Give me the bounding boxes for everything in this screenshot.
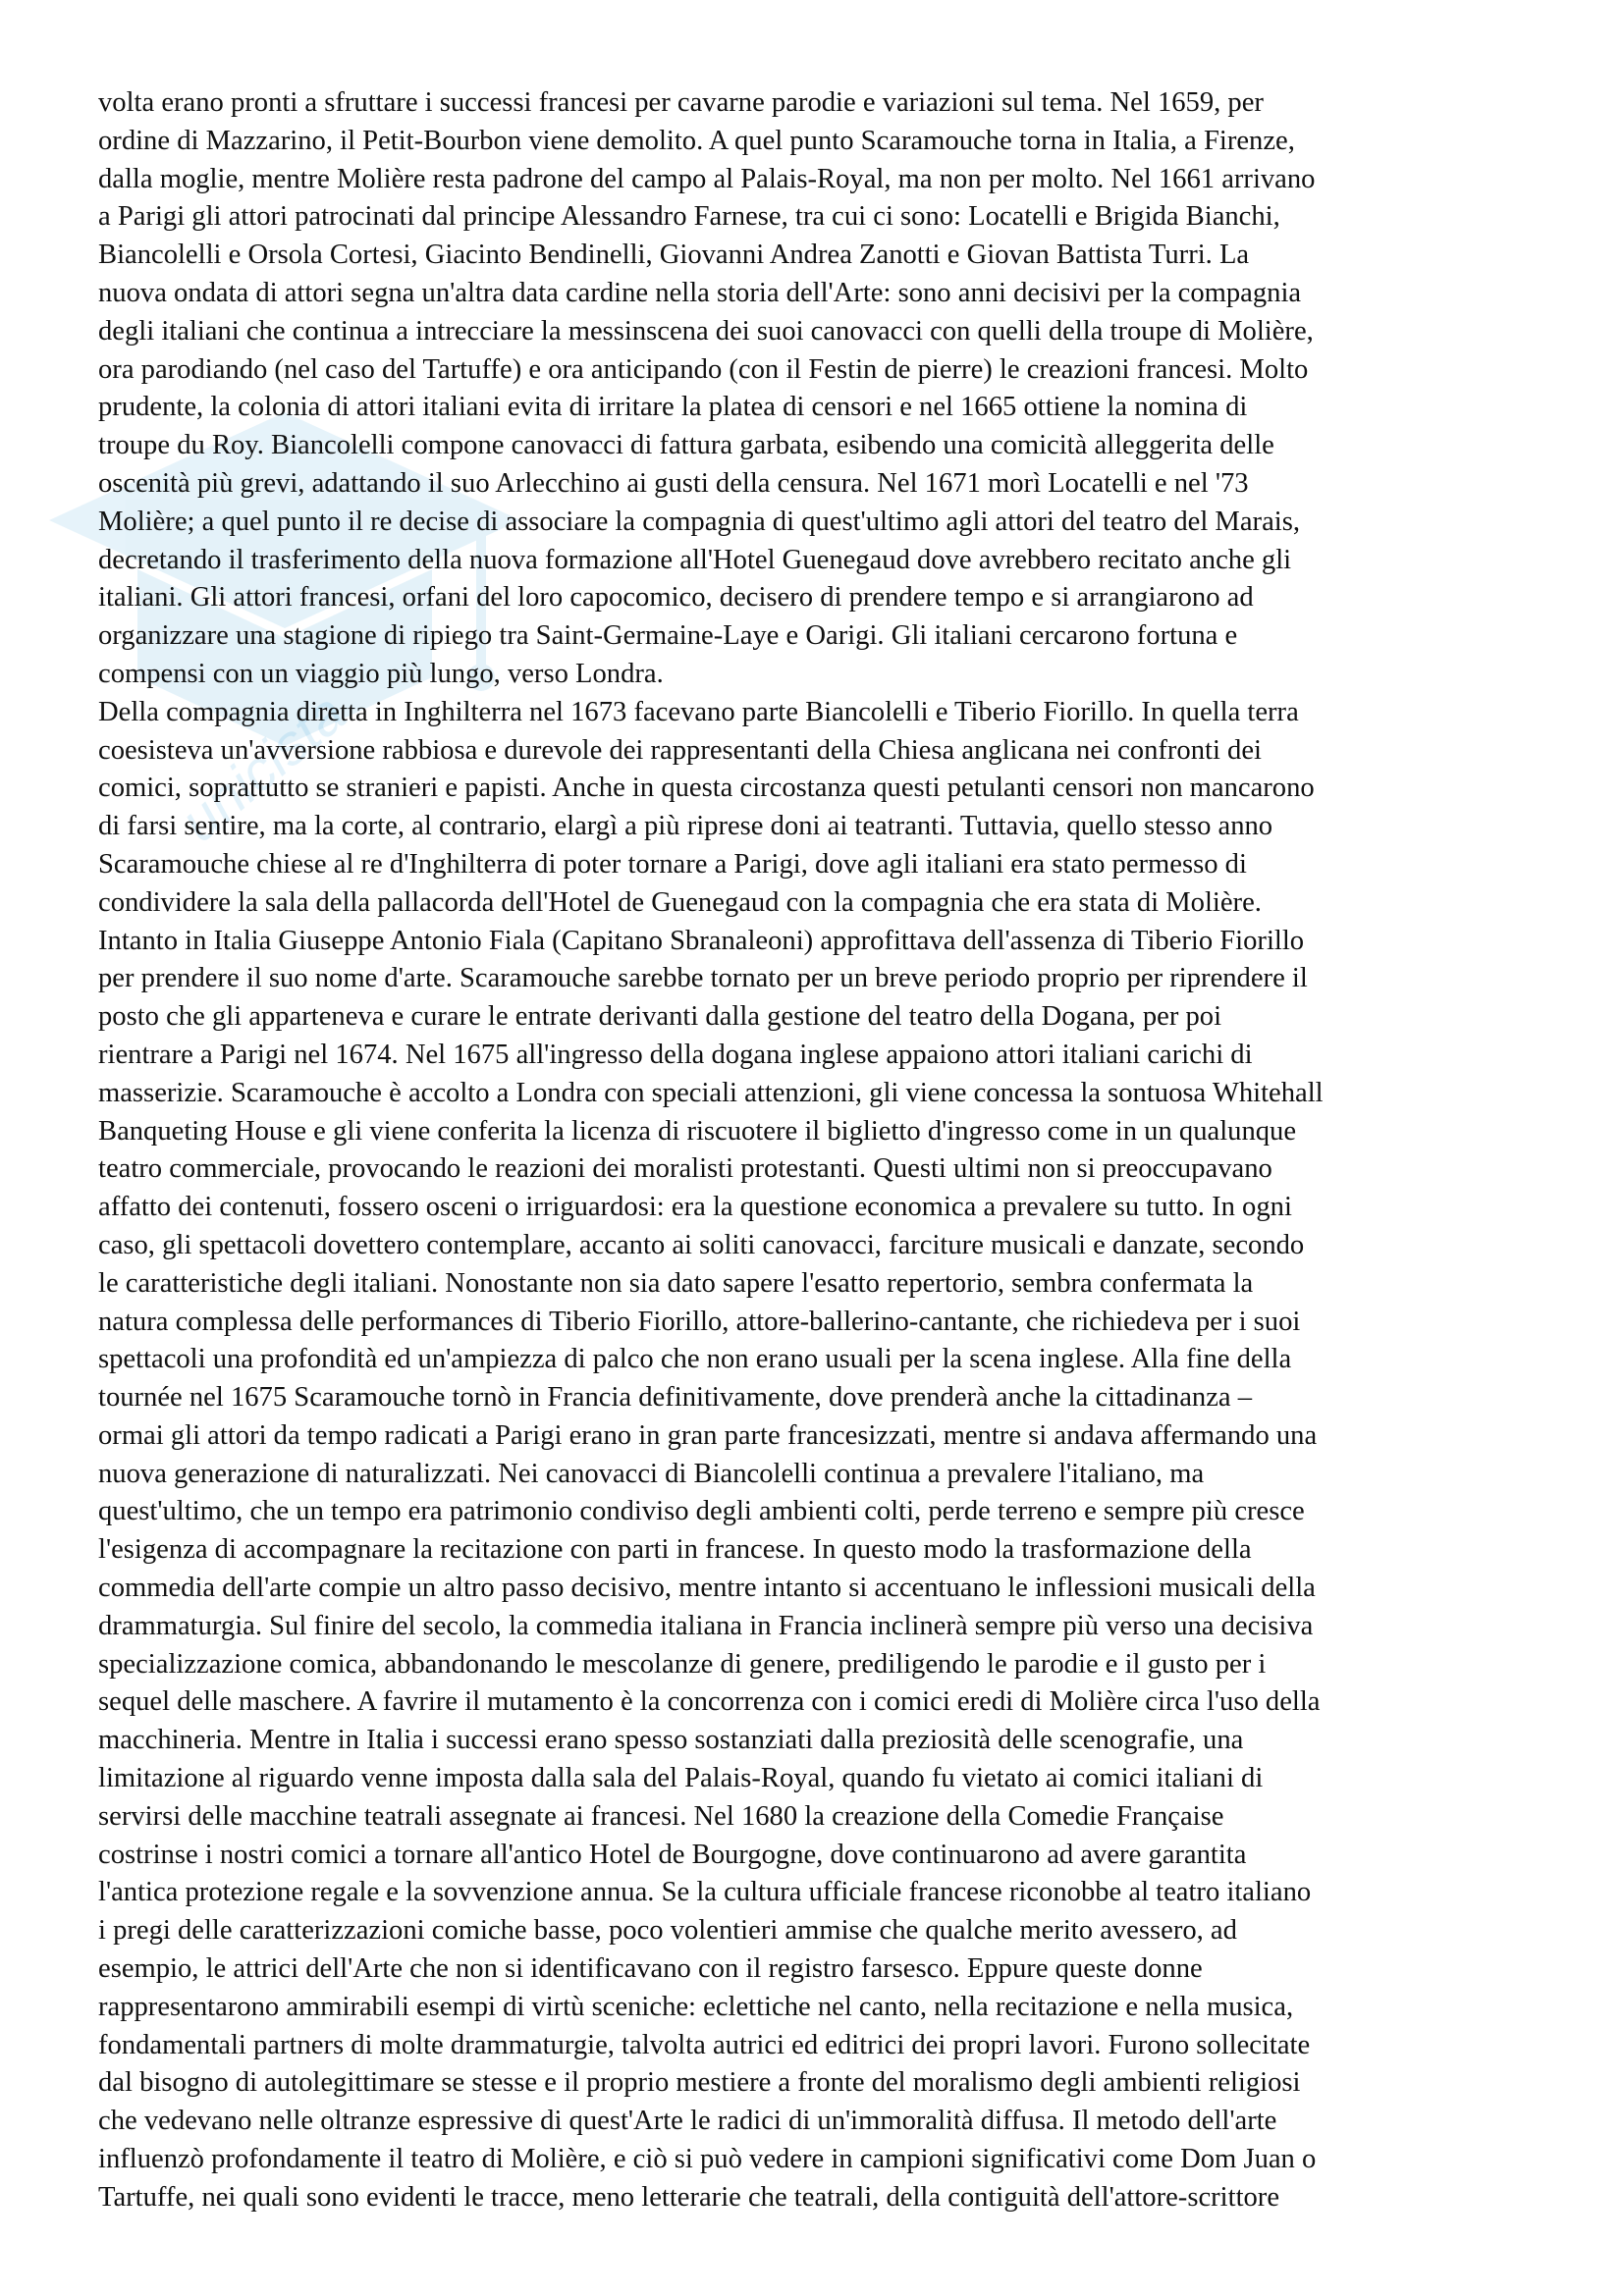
text-line: limitazione al riguardo venne imposta dalla sala del Palais-Royal, quando fu vietato ai comici italiani di <box>98 1763 1264 1794</box>
text-line: macchineria. Mentre in Italia i successi erano spesso sostanziati dalla preziosità delle scenografie, una <box>98 1725 1244 1756</box>
text-line: a Parigi gli attori patrocinati dal principe Alessandro Farnese, tra cui ci sono: Locatelli e Brigida Bianchi, <box>98 201 1280 233</box>
text-line: i pregi delle caratterizzazioni comiche basse, poco volentieri ammise che qualche merito avessero, ad <box>98 1915 1237 1947</box>
watermark-label: unicista <box>168 680 358 854</box>
text-line: caso, gli spettacoli dovettero contemplare, accanto ai soliti canovacci, farciture musicali e danzate, secondo <box>98 1229 1305 1260</box>
text-line: che vedevano nelle oltranze espressive di quest'Arte le radici di un'immoralità diffusa. Il metodo dell'arte <box>98 2106 1277 2137</box>
text-line: Tartuffe, nei quali sono evidenti le tracce, meno letterarie che teatrali, della contiguità dell'attore-scrittore <box>98 2181 1280 2213</box>
text-line: servirsi delle macchine teatrali assegnate ai francesi. Nel 1680 la creazione della Comedie Française <box>98 1800 1224 1832</box>
text-line: teatro commerciale, provocando le reazioni dei moralisti protestanti. Questi ultimi non si preoccupavano <box>98 1153 1272 1185</box>
text-line: dalla moglie, mentre Molière resta padrone del campo al Palais-Royal, ma non per molto. Nel 1661 arrivano <box>98 163 1316 194</box>
text-line: commedia dell'arte compie un altro passo decisivo, mentre intanto si accentuano le inflessioni musicali della <box>98 1573 1316 1604</box>
text-line: spettacoli una profondità ed un'ampiezza di palco che non erano usuali per la scena inglese. Alla fine della <box>98 1344 1292 1375</box>
text-line: Scaramouche chiese al re d'Inghilterra di poter tornare a Parigi, dove agli italiani era stato permesso di <box>98 848 1247 880</box>
text-line: troupe du Roy. Biancolelli compone canovacci di fattura garbata, esibendo una comicità alleggerita delle <box>98 430 1274 461</box>
text-line: comici, soprattutto se stranieri e papisti. Anche in questa circostanza questi petulanti censori non mancarono <box>98 773 1315 804</box>
text-line: ora parodiando (nel caso del Tartuffe) e ora anticipando (con il Festin de pierre) le creazioni francesi. Molto <box>98 353 1309 385</box>
text-line: organizzare una stagione di ripiego tra Saint-Germaine-Laye e Oarigi. Gli italiani cercarono fortuna e <box>98 620 1238 652</box>
text-line: costrinse i nostri comici a tornare all'antico Hotel de Bourgogne, dove continuarono ad avere garantita <box>98 1839 1247 1870</box>
text-line: l'antica protezione regale e la sovvenzione annua. Se la cultura ufficiale francese riconobbe al teatro italiano <box>98 1877 1312 1908</box>
text-line: per prendere il suo nome d'arte. Scaramouche sarebbe tornato per un breve periodo proprio per riprendere il <box>98 963 1308 994</box>
text-line: fondamentali partners di molte drammaturgie, talvolta autrici ed editrici dei propri lavori. Furono sollecitate <box>98 2029 1311 2060</box>
text-line: rientrare a Parigi nel 1674. Nel 1675 all'ingresso della dogana inglese appaiono attori italiani carichi di <box>98 1039 1253 1070</box>
text-line: oscenità più grevi, adattando il suo Arlecchino ai gusti della censura. Nel 1671 morì Locatelli e nel '73 <box>98 467 1249 499</box>
text-line: dal bisogno di autolegittimare se stesse e il proprio mestiere a fronte del moralismo degli ambienti religiosi <box>98 2067 1301 2099</box>
text-line: influenzò profondamente il teatro di Molière, e ciò si può vedere in campioni significativi come Dom Juan o <box>98 2144 1317 2175</box>
text-line: condividere la sala della pallacorda dell'Hotel de Guenegaud con la compagnia che era stata di Molière. <box>98 886 1262 918</box>
text-line: quest'ultimo, che un tempo era patrimonio condiviso degli ambienti colti, perde terreno e sempre più cresce <box>98 1496 1305 1527</box>
text-line: rappresentarono ammirabili esempi di virtù sceniche: eclettiche nel canto, nella recitazione e nella musica, <box>98 1991 1294 2022</box>
text-line: masserizie. Scaramouche è accolto a Londra con speciali attenzioni, gli viene concessa la sontuosa Whitehall <box>98 1077 1324 1108</box>
text-line: prudente, la colonia di attori italiani evita di irritare la platea di censori e nel 1665 ottiene la nomina di <box>98 392 1248 423</box>
text-line: Della compagnia diretta in Inghilterra nel 1673 facevano parte Biancolelli e Tiberio Fiorillo. In quella terra <box>98 696 1299 727</box>
text-line: esempio, le attrici dell'Arte che non si identificavano con il registro farsesco. Eppure queste donne <box>98 1953 1203 1985</box>
text-line: posto che gli apparteneva e curare le entrate derivanti dalla gestione del teatro della Dogana, per poi <box>98 1001 1222 1033</box>
text-line: volta erano pronti a sfruttare i successi francesi per cavarne parodie e variazioni sul tema. Nel 1659, per <box>98 87 1264 118</box>
text-line: compensi con un viaggio più lungo, verso Londra. <box>98 658 664 689</box>
text-line: ordine di Mazzarino, il Petit-Bourbon viene demolito. A quel punto Scaramouche torna in Italia, a Firenze, <box>98 125 1295 156</box>
text-line: specializzazione comica, abbandonando le mescolanze di genere, prediligendo le parodie e il gusto per i <box>98 1648 1267 1680</box>
text-line: degli italiani che continua a intrecciare la messinscena dei suoi canovacci con quelli della troupe di Molière, <box>98 315 1314 347</box>
text-line: Biancolelli e Orsola Cortesi, Giacinto Bendinelli, Giovanni Andrea Zanotti e Giovan Battista Turri. La <box>98 240 1250 271</box>
text-line: Banqueting House e gli viene conferita la licenza di riscuotere il biglietto d'ingresso come in un qualunque <box>98 1115 1297 1147</box>
text-line: drammaturgia. Sul finire del secolo, la commedia italiana in Francia inclinerà sempre più verso una decisiva <box>98 1610 1314 1641</box>
text-line: l'esigenza di accompagnare la recitazione con parti in francese. In questo modo la trasformazione della <box>98 1534 1252 1566</box>
text-line: nuova ondata di attori segna un'altra data cardine nella storia dell'Arte: sono anni decisivi per la compagnia <box>98 277 1302 308</box>
text-line: Molière; a quel punto il re decise di associare la compagnia di quest'ultimo agli attori del teatro del Marais, <box>98 506 1300 537</box>
text-line: italiani. Gli attori francesi, orfani del loro capocomico, decisero di prendere tempo e si arrangiarono ad <box>98 582 1254 614</box>
text-line: affatto dei contenuti, fossero osceni o irriguardosi: era la questione economica a prevalere su tutto. In ogni <box>98 1192 1292 1223</box>
text-line: le caratteristiche degli italiani. Nonostante non sia dato sapere l'esatto repertorio, sembra confermata la <box>98 1267 1254 1299</box>
text-line: ormai gli attori da tempo radicati a Parigi erano in gran parte francesizzati, mentre si andava affermando una <box>98 1419 1318 1451</box>
text-line: tournée nel 1675 Scaramouche tornò in Francia definitivamente, dove prenderà anche la cittadinanza – <box>98 1382 1253 1414</box>
text-line: Intanto in Italia Giuseppe Antonio Fiala (Capitano Sbranaleoni) approfittava dell'assenza di Tiberio Fiorillo <box>98 925 1305 956</box>
text-line: natura complessa delle performances di Tiberio Fiorillo, attore-ballerino-cantante, che richiedeva per i suoi <box>98 1306 1301 1337</box>
text-line: sequel delle maschere. A favrire il mutamento è la concorrenza con i comici eredi di Molière circa l'uso della <box>98 1686 1321 1718</box>
text-line: di farsi sentire, ma la corte, al contrario, elargì a più riprese doni ai teatranti. Tuttavia, quello stesso anno <box>98 811 1273 842</box>
text-line: decretando il trasferimento della nuova formazione all'Hotel Guenegaud dove avrebbero recitato anche gli <box>98 544 1292 575</box>
text-line: coesisteva un'avversione rabbiosa e durevole dei rappresentanti della Chiesa anglicana nei confronti dei <box>98 734 1262 766</box>
document-body <box>98 84 1551 2217</box>
text-line: nuova generazione di naturalizzati. Nei canovacci di Biancolelli continua a prevalere l'italiano, ma <box>98 1458 1205 1489</box>
